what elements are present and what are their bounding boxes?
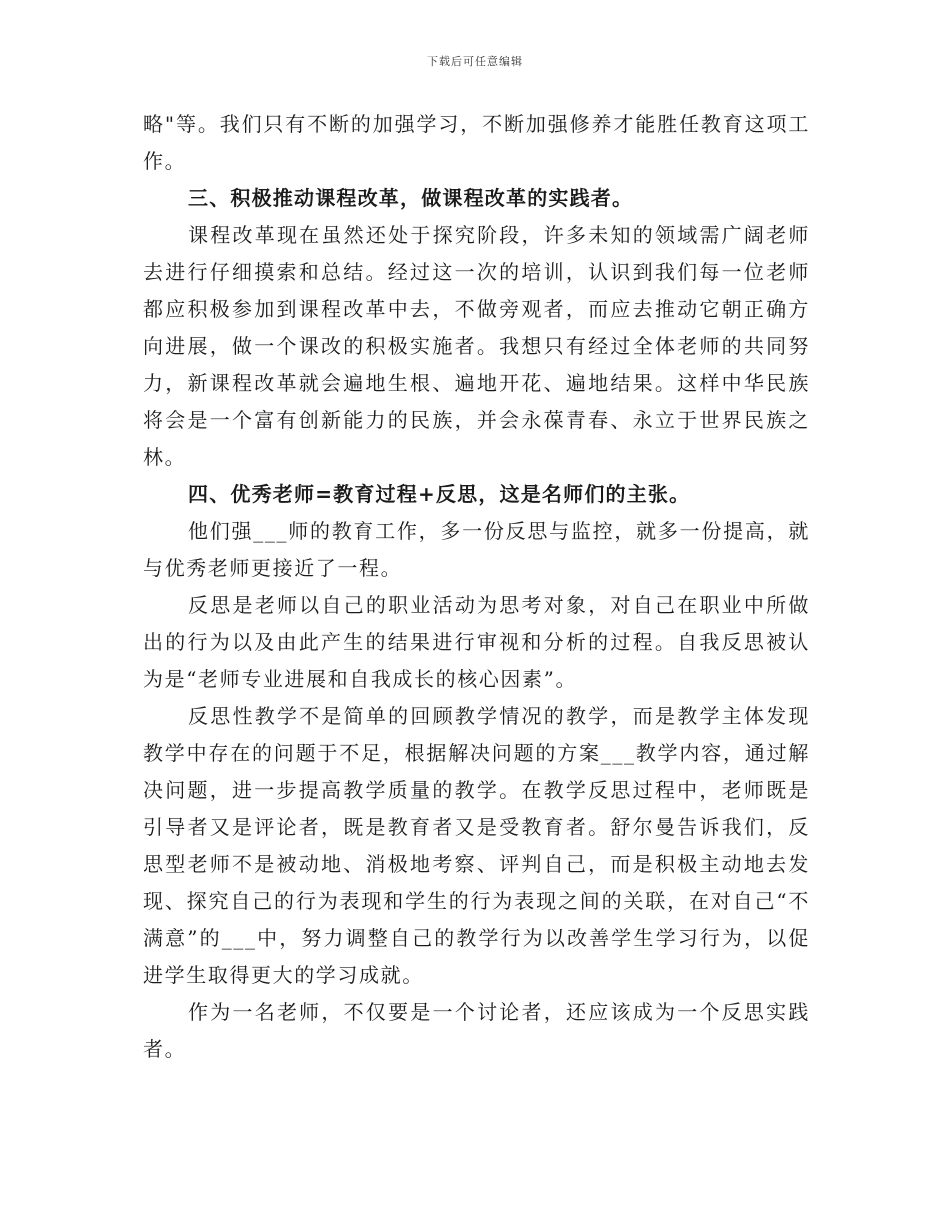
paragraph-reflection-definition: 反思是老师以自己的职业活动为思考对象，对自己在职业中所做出的行为以及由此产生的结果进行审视和分析的过程。自我反思被认为是“老师专业进展和自我成长的核心因素”。 [143,593,810,691]
paragraph-reflection-intro: 他们强___师的教育工作，多一份反思与监控，就多一份提高，就与优秀老师更接近了一程。 [143,519,810,580]
paragraph-curriculum-reform: 课程改革现在虽然还处于探究阶段，许多未知的领域需广阔老师去进行仔细摸索和总结。经过这一次的培训，认识到我们每一位老师都应积极参加到课程改革中去，不做旁观者，而应去推动它朝正确方向进展，做一个课改的积极实施者。我想只有经过全体老师的共同努力，新课程改革就会遍地生根、遍地开花、遍地结果。这样中华民族将会是一个富有创新能力的民族，并会永葆青春、永立于世界民族之林。 [143,223,810,469]
section-heading-4: 四、优秀老师=教育过程+反思，这是名师们的主张。 [188,482,691,506]
page-header: 下载后可任意编辑 [427,55,523,68]
paragraph-reflective-teaching: 反思性教学不是简单的回顾教学情况的教学，而是教学主体发现教学中存在的问题于不足，根据解决问题的方案___教学内容，通过解决问题，进一步提高教学质量的教学。在教学反思过程中，老师既是引导者又是评论者，既是教育者又是受教育者。舒尔曼告诉我们，反思型老师不是被动地、消极地考察、评判自己，而是积极主动地去发现、探究自己的行为表现和学生的行为表现之间的关联，在对自己“不满意”的___中，努力调整自己的教学行为以改善学生学习行为，以促进学生取得更大的学习成就。 [143,704,810,987]
document-body [143,106,810,1068]
paragraph-conclusion: 作为一名老师，不仅要是一个讨论者，还应该成为一个反思实践者。 [143,1000,810,1061]
section-heading-3: 三、积极推动课程改革，做课程改革的实践者。 [188,186,634,210]
paragraph-continuation: 略"等。我们只有不断的加强学习，不断加强修养才能胜任教育这项工作。 [143,112,810,173]
